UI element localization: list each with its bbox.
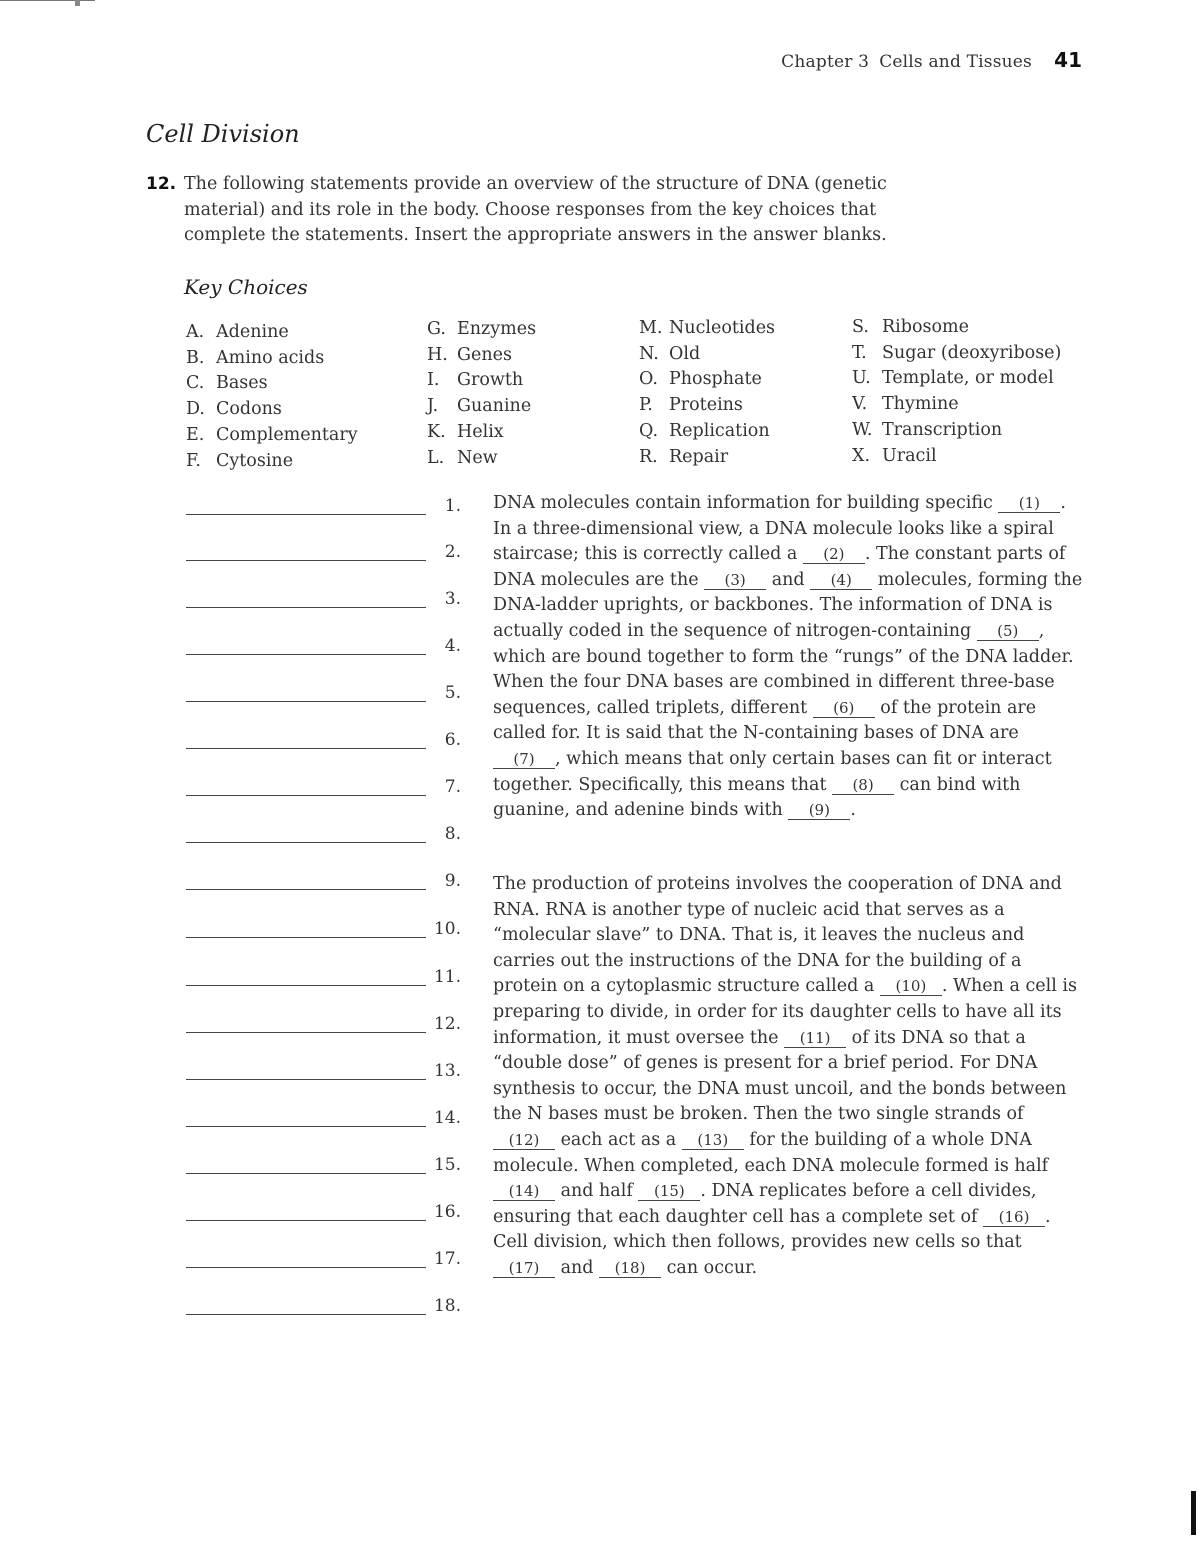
paragraph-text: DNA molecules contain information for building specific [493, 493, 999, 513]
inline-blank: (2) [803, 545, 865, 564]
inline-blank: (3) [704, 571, 766, 590]
paragraph-text: . Cell division, which then follows, provides new cells so that [493, 1206, 1051, 1253]
key-choice-item [852, 315, 1061, 341]
key-choice-letter: O. [639, 369, 658, 390]
key-choice-label: Replication [669, 420, 770, 441]
paragraph-text: and half [555, 1181, 639, 1202]
key-choice-letter: T. [852, 342, 867, 363]
running-head [781, 52, 1032, 72]
paragraph-text: can bind with guanine, and adenine binds with [493, 774, 1021, 821]
dna-structure-paragraph [493, 491, 1083, 824]
answer-row [186, 872, 461, 894]
answer-number: 13. [433, 1061, 461, 1081]
answer-row [186, 497, 461, 519]
page-number: 41 [1054, 48, 1082, 72]
key-choice-label: Uracil [882, 445, 937, 466]
inline-blank: (8) [832, 776, 894, 795]
key-choice-letter: L. [427, 447, 445, 468]
key-choice-item [639, 419, 775, 445]
key-choice-letter: R. [639, 446, 658, 467]
inline-blank: (5) [977, 622, 1039, 641]
answer-row [186, 590, 461, 612]
answer-row [186, 731, 461, 753]
inline-blank: (4) [810, 571, 872, 590]
key-choice-letter: V. [852, 394, 868, 415]
key-choice-label: Ribosome [882, 317, 969, 337]
answer-blank-line[interactable] [186, 1220, 426, 1221]
scan-edge-tick [75, 0, 80, 6]
question-number: 12. [146, 174, 177, 194]
key-choice-letter: H. [427, 344, 448, 365]
inline-blank: (7) [493, 750, 555, 769]
answer-row [186, 1156, 461, 1178]
answer-blank-line[interactable] [186, 1079, 426, 1080]
question-instructions: The following statements provide an overview of the structure of DNA (genetic material) and its role in the body. Choose responses from the key choices that complete the statements. Insert the appropriate answers in the answer blanks. [184, 174, 887, 245]
key-choice-label: Adenine [216, 322, 289, 342]
key-choice-label: Proteins [669, 395, 743, 416]
answer-number: 4. [444, 636, 461, 656]
key-choice-letter: P. [639, 395, 653, 416]
paragraph-text: can occur. [661, 1257, 758, 1278]
paragraph-text: and [766, 569, 811, 590]
answer-row [186, 637, 461, 659]
key-choice-letter: S. [852, 317, 869, 337]
answer-row [186, 1250, 461, 1272]
answer-row [186, 684, 461, 706]
key-choice-letter: G. [427, 319, 446, 339]
paragraph-text: . [850, 800, 856, 821]
paragraph-text: . DNA replicates before a cell divides, ensuring that each daughter cell has a complete set of [493, 1181, 1037, 1227]
key-choice-label: Genes [457, 344, 512, 365]
inline-blank: (9) [788, 801, 850, 820]
answer-number: 16. [433, 1202, 461, 1222]
key-choices-title: Key Choices [184, 275, 308, 299]
key-choice-item [639, 393, 775, 419]
section-title: Cell Division [146, 120, 300, 148]
paragraph-text: of the protein are called for. It is said that the N-containing bases of DNA are [493, 697, 1037, 744]
chapter-label: Chapter 3 [781, 52, 870, 72]
paragraph-text: for the building of a whole DNA molecule. When completed, each DNA molecule formed is half [493, 1129, 1049, 1176]
answer-number: 10. [433, 919, 461, 939]
paragraph-text: , which means that only certain bases can fit or interact together. Specifically, this means that [493, 748, 1052, 795]
answer-blank-line[interactable] [186, 748, 426, 749]
key-choice-label: Repair [669, 446, 729, 467]
key-choice-label: Bases [216, 373, 268, 394]
answer-blank-line[interactable] [186, 1173, 426, 1174]
key-choice-label: Guanine [457, 396, 532, 417]
paragraph-text: . In a three-dimensional view, a DNA molecule looks like a spiral staircase; this is correctly called a [493, 493, 1066, 565]
key-choice-letter: A. [186, 322, 205, 342]
inline-blank: (17) [493, 1259, 555, 1278]
answer-number: 3. [444, 589, 461, 609]
answer-row [186, 1015, 461, 1037]
answer-blank-line[interactable] [186, 1267, 426, 1268]
paragraph-text: . The constant parts of DNA molecules are the [493, 544, 1066, 590]
answer-blank-line[interactable] [186, 937, 426, 938]
answer-row [186, 543, 461, 565]
key-choice-letter: M. [639, 318, 663, 338]
key-choice-label: Cytosine [216, 450, 294, 471]
inline-blank: (13) [682, 1131, 744, 1150]
answer-blank-line[interactable] [186, 1126, 426, 1127]
answer-number: 6. [444, 730, 461, 750]
key-choice-label: Phosphate [669, 369, 762, 390]
key-choice-label: Thymine [882, 394, 959, 415]
answer-row [186, 1297, 461, 1319]
paragraph-text: , which are bound together to form the “rungs” of the DNA ladder. When the four DNA bases are combined in different three-base sequences, called triplets, different [493, 620, 1074, 718]
answer-blank-line[interactable] [186, 795, 426, 796]
key-choice-letter: D. [186, 399, 205, 420]
answer-number: 5. [444, 683, 461, 703]
key-choice-label: Growth [457, 370, 524, 391]
key-choice-letter: B. [186, 347, 205, 368]
key-choice-letter: K. [427, 421, 446, 442]
answer-row [186, 920, 461, 942]
key-choice-letter: C. [186, 373, 205, 394]
answer-number: 8. [444, 824, 461, 844]
key-choice-label: Enzymes [457, 319, 537, 339]
key-choice-letter: X. [852, 445, 871, 466]
key-choice-label: Transcription [882, 419, 1003, 440]
paragraph-text: of its DNA so that a “double dose” of genes is present for a brief period. For DNA synthesis to occur, the DNA must uncoil, and the bonds between the N bases must be broken. Then the two single strands of [493, 1027, 1067, 1125]
paragraph-text: . When a cell is preparing to divide, in order for its daughter cells to have all its information, it must oversee the [493, 976, 1077, 1048]
key-choice-letter: F. [186, 450, 201, 471]
key-choice-letter: E. [186, 424, 205, 445]
inline-blank: (11) [784, 1029, 846, 1048]
answer-blank-line[interactable] [186, 607, 426, 608]
answer-number: 12. [433, 1014, 461, 1034]
key-choice-letter: U. [852, 368, 871, 389]
key-choice-item [639, 445, 775, 471]
key-choice-label: Amino acids [216, 347, 325, 368]
key-choice-letter: I. [427, 370, 440, 391]
answer-blank-line[interactable] [186, 560, 426, 561]
inline-blank: (16) [983, 1208, 1045, 1227]
inline-blank: (18) [599, 1259, 661, 1278]
key-choice-letter: Q. [639, 420, 659, 441]
answer-number: 1. [444, 496, 461, 516]
protein-synthesis-paragraph [493, 872, 1083, 1282]
key-choice-item [639, 367, 775, 393]
answer-number: 7. [444, 777, 461, 797]
answer-blank-line[interactable] [186, 985, 426, 986]
key-choice-label: Template, or model [882, 368, 1054, 389]
answer-row [186, 1109, 461, 1131]
answer-blanks [186, 0, 476, 1553]
answer-blank-line[interactable] [186, 842, 426, 843]
answer-blank-line[interactable] [186, 1314, 426, 1315]
answer-blank-line[interactable] [186, 701, 426, 702]
key-choice-label: Sugar (deoxyribose) [882, 342, 1062, 363]
answer-row [186, 778, 461, 800]
key-choice-label: New [457, 447, 498, 468]
key-choice-item [639, 316, 775, 342]
inline-blank: (14) [493, 1182, 555, 1201]
inline-blank: (12) [493, 1131, 555, 1150]
key-choices-column-4 [852, 315, 1061, 469]
answer-row [186, 968, 461, 990]
answer-row [186, 825, 461, 847]
inline-blank: (10) [880, 977, 942, 996]
answer-number: 2. [444, 542, 461, 562]
answer-blank-line[interactable] [186, 514, 426, 515]
answer-row [186, 1062, 461, 1084]
key-choice-item [852, 392, 1061, 418]
answer-number: 17. [433, 1249, 461, 1269]
key-choice-item [852, 341, 1061, 367]
key-choice-item [852, 366, 1061, 392]
chapter-title: Cells and Tissues [879, 52, 1032, 72]
answer-blank-line[interactable] [186, 1032, 426, 1033]
inline-blank: (1) [998, 494, 1060, 513]
answer-number: 14. [433, 1108, 461, 1128]
key-choice-label: Codons [216, 399, 282, 420]
scan-edge-bar [1191, 1491, 1196, 1535]
inline-blank: (15) [638, 1182, 700, 1201]
key-choice-item [852, 418, 1061, 444]
paragraph-text: The production of proteins involves the cooperation of DNA and RNA. RNA is another type of nucleic acid that serves as a “molecular slave” to DNA. That is, it leaves the nucleus and carries out the instructions of the DNA for the building of a protein on a cytoplasmic structure called a [493, 874, 1062, 997]
paragraph-text: molecules, forming the DNA-ladder uprights, or backbones. The information of DNA is actually coded in the sequence of nitrogen-containing [493, 569, 1083, 641]
paragraph-text: each act as a [555, 1129, 682, 1150]
scan-edge-mark [0, 0, 95, 1]
inline-blank: (6) [813, 699, 875, 718]
answer-row [186, 1203, 461, 1225]
paragraph-text: and [555, 1257, 600, 1278]
answer-number: 18. [433, 1296, 461, 1316]
key-choice-letter: N. [639, 343, 659, 364]
answer-number: 11. [433, 967, 461, 987]
answer-blank-line[interactable] [186, 654, 426, 655]
key-choice-letter: J. [427, 396, 439, 417]
key-choices-column-3 [639, 316, 775, 470]
key-choice-label: Complementary [216, 424, 358, 445]
key-choice-label: Helix [457, 421, 504, 442]
key-choice-item [639, 342, 775, 368]
key-choice-label: Old [669, 343, 701, 364]
key-choice-item [852, 444, 1061, 470]
answer-number: 15. [433, 1155, 461, 1175]
key-choice-label: Nucleotides [669, 318, 776, 338]
answer-blank-line[interactable] [186, 889, 426, 890]
key-choice-letter: W. [852, 419, 873, 440]
answer-number: 9. [444, 871, 461, 891]
